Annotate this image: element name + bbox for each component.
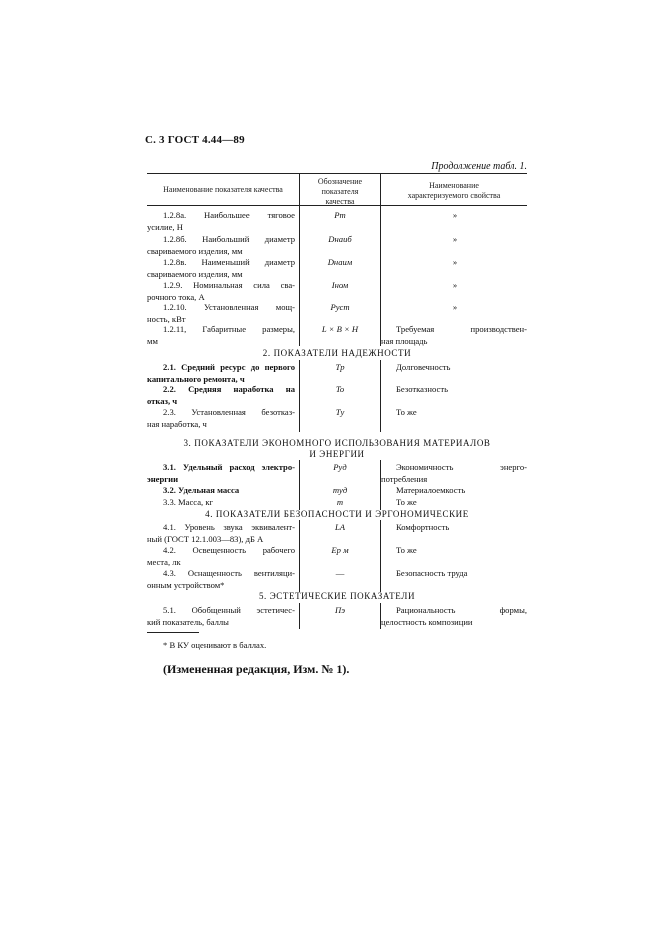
table-row-name: 1.2.11, Габаритные размеры, мм — [147, 324, 295, 346]
footnote: * В КУ оценивают в баллах. — [163, 640, 267, 650]
table-row-symbol: Eр м — [331, 545, 349, 555]
table-row-name: 3.3. Масса, кг — [163, 497, 214, 507]
col-divider-d2 — [380, 520, 381, 592]
table-row-property-cont: целостность композиции — [381, 616, 473, 627]
table-row-name: 4.3. Оснащенность вентиляци- онным устройством* — [147, 568, 295, 590]
table-row-property: Требуемая производствен- — [396, 324, 527, 334]
header-quality-indicator: Наименование показателя качества — [163, 185, 283, 194]
table-row-property: » — [452, 302, 458, 312]
col-divider-d1 — [299, 520, 300, 592]
table-row-name: 4.1. Уровень звука эквивалент- ный (ГОСТ 12.1.003—83), дБ А — [147, 522, 295, 544]
section-title-reliability: 2. ПОКАЗАТЕЛИ НАДЕЖНОСТИ — [262, 348, 412, 358]
table-row-symbol: mуд — [332, 485, 348, 495]
amendment-note: (Измененная редакция, Изм. № 1). — [163, 662, 350, 676]
table-top-rule — [147, 173, 527, 174]
table-row-property: То же — [396, 407, 417, 417]
header-property: Наименование характеризуемого свойства — [407, 181, 501, 200]
table-row-property: Безопасность труда — [396, 568, 468, 578]
table-row-property: Безотказность — [396, 384, 448, 394]
table-row-name: 1.2.8б. Наибольший диаметр свариваемого изделия, мм — [147, 234, 295, 256]
table-row-property: » — [452, 280, 458, 290]
table-continuation-label: Продолжение табл. 1. — [431, 161, 527, 172]
page-header: С. 3 ГОСТ 4.44—89 — [145, 134, 245, 146]
table-row-name: 2.2. Средняя наработка на отказ, ч — [147, 384, 295, 406]
table-row-symbol: Pуд — [333, 462, 347, 472]
table-row-property: Материалоемкость — [396, 485, 466, 495]
col-divider-c1 — [299, 460, 300, 510]
table-row-property: Долговечность — [396, 362, 451, 372]
table-row-symbol: Iном — [331, 280, 349, 290]
table-row-symbol: Pт — [334, 210, 346, 220]
section-title-safety: 4. ПОКАЗАТЕЛИ БЕЗОПАСНОСТИ И ЭРГОНОМИЧЕСКИЕ — [205, 509, 469, 519]
table-row-name: 1.2.10. Установленная мощ- ность, кВт — [147, 302, 295, 324]
table-row-property: » — [452, 234, 458, 244]
table-row-property-cont: ная площадь — [381, 335, 428, 346]
table-row-symbol: Pуст — [330, 302, 350, 312]
table-row-symbol: — — [335, 568, 345, 578]
table-row-symbol: LA — [334, 522, 346, 532]
col-divider-b2 — [380, 360, 381, 432]
header-designation: Обозначение показателя качества — [317, 177, 363, 206]
table-row-symbol: Tр — [335, 362, 345, 372]
table-row-symbol: Tу — [335, 407, 345, 417]
footnote-rule — [147, 632, 199, 633]
table-row-name: 3.2. Удельная масса — [163, 485, 240, 495]
table-row-name: 4.2. Освещенность рабочего места, лк — [147, 545, 295, 567]
table-row-property: » — [452, 257, 458, 267]
table-row-name: 1.2.9. Номинальная сила сва- рочного тока, А — [147, 280, 295, 302]
table-row-name: 2.1. Средний ресурс до первого капитального ремонта, ч — [147, 362, 295, 384]
table-row-name: 1.2.8в. Наименьший диаметр свариваемого изделия, мм — [147, 257, 295, 279]
col-divider-e2 — [380, 603, 381, 629]
table-row-property: Комфортность — [396, 522, 450, 532]
col-divider-a1 — [299, 206, 300, 346]
table-row-name: 5.1. Обобщенный эстетичес- кий показатель, баллы — [147, 605, 295, 627]
table-row-property: Рациональность формы, — [396, 605, 527, 615]
section-title-economy: 3. ПОКАЗАТЕЛИ ЭКОНОМНОГО ИСПОЛЬЗОВАНИЯ МАТЕРИАЛОВ И ЭНЕРГИИ — [183, 438, 491, 459]
table-row-property: То же — [396, 497, 417, 507]
table-row-name: 3.1. Удельный расход электро- энергии — [147, 462, 295, 484]
col-divider-e1 — [299, 603, 300, 629]
table-row-symbol: To — [335, 384, 345, 394]
col-divider-c2 — [380, 460, 381, 510]
table-row-symbol: Dнаиб — [328, 234, 352, 244]
section-title-aesthetic: 5. ЭСТЕТИЧЕСКИЕ ПОКАЗАТЕЛИ — [258, 591, 416, 601]
table-row-property-cont: потребления — [381, 473, 428, 484]
table-row-name: 1.2.8а. Наибольшее тяговое усилие, Н — [147, 210, 295, 232]
table-row-symbol: Пэ — [335, 605, 345, 615]
table-row-property: » — [452, 210, 458, 220]
table-row-name: 2.3. Установленная безотказ- ная наработка, ч — [147, 407, 295, 429]
col-divider-b1 — [299, 360, 300, 432]
col-divider-a2 — [380, 206, 381, 346]
table-row-property: То же — [396, 545, 417, 555]
table-row-symbol: Dнаим — [327, 257, 353, 267]
table-row-property: Экономичность энерго- — [396, 462, 527, 472]
table-row-symbol: L × B × H — [321, 324, 359, 334]
table-row-symbol: m — [336, 497, 344, 507]
